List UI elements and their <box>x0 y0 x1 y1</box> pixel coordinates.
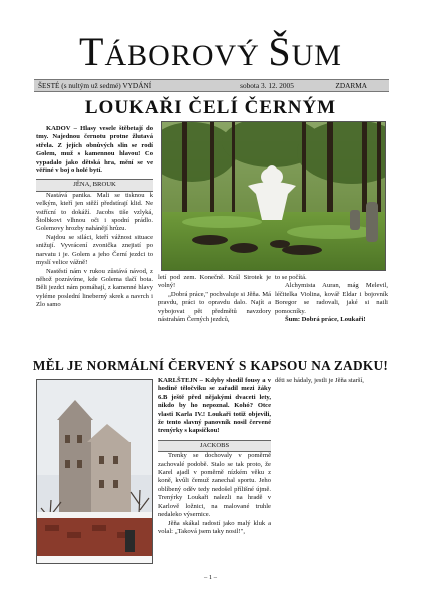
article1-paragraph: Nastěstí nám v rukou zůstává návod, z něhož pozrávíme, kde Golema tlačí bota. Běli jezdci nám pomáhají, z kamenné hlavy vyléme poslední lineberný skrek a navrch i Zlo samo <box>36 267 153 309</box>
article1-paragraph: Nastává panika. Mali se tisknou k velkým, kteří jen stěží předstírají klid. Ne vstřícní to dokáží. Jacobs tiše vzlyká, Štolbkovi vlhnou oči i spodní prádlo. Golemovy hrozby nahánějí hrůzu. <box>36 191 153 233</box>
article1-column2 <box>158 274 271 324</box>
article2-lead: KARLŠTEJN – Kdyby shodil fousy a v hodině těločviku se zařadil mezi žáky 6.B ještě před nějakými dvaceti lety, nikdo by ho nepoznal. Kohó? Otce vlasti Karla IV.! Loukaři totiž objevili, že tento slavný panovník nosil červené trenýrky s kapsičkou! <box>158 377 271 435</box>
article2-column1 <box>158 377 271 536</box>
issue-date: sobota 3. 12. 2005 <box>240 81 294 90</box>
issue-price: ZDARMA <box>335 81 367 90</box>
issue-number: ŠESTÉ (s nultým už sedmé) VYDÁNÍ <box>38 81 152 90</box>
article1-signoff: Šum: Dobrá práce, Loukaři! <box>285 316 366 324</box>
castle-photo <box>36 379 153 564</box>
article1-lead: KADOV – Hlasy vesele štěbetají do tmy. Najednou černotu protne žlutavá střela. Z jejích obnůvých slin se rodí Golem, muž s kamennou hlavou! Co vypadalo jako dětská hra, mění se ve věřiné v boj o holé bytí. <box>36 125 153 175</box>
article1-headline: LOUKAŘI ČELÍ ČERNÝM <box>84 97 337 118</box>
article2-column2 <box>275 377 388 385</box>
forest-scene-photo <box>161 121 386 271</box>
article2-byline: JACKOBS <box>158 440 271 452</box>
masthead-title: TÁBOROVÝ ŠUM <box>79 29 342 74</box>
article2-paragraph: Trenky se dochovaly v poměrně zachovalé podobě. Stalo se tak proto, že Karel ajadl v poměrně nízkém věku z koně, kvůli čemuž zanechal sportu. Jeho oblíbený oděv tedy nedošel přílišné újmě. Trenýrky Loukaři nalezli na hradě v Karlově ložnici, na malované truhle nedaleko výsernice. <box>158 452 271 519</box>
article1-byline: JĚNA, BROUK <box>36 179 153 191</box>
article1-paragraph: letí pod zem. Konečně. Král Sirotek je volný! <box>158 274 271 290</box>
article2-paragraph: děti se hádaly, jestli je Jěňa starší, <box>275 377 364 384</box>
article1-paragraph: to se počítá. <box>275 274 307 281</box>
article2-headline: MĚL JE NORMÁLNÍ ČERVENÝ S KAPSOU NA ZADKU! <box>32 358 389 373</box>
article1-paragraph: Najdou se siláci, kteří vážnost situace snižují. Vyvrácení zvonička znejistí po narvatu i je. Golem a jeho Černí jezdci to myslí velice vážně! <box>36 233 153 267</box>
article1-column1 <box>36 125 153 310</box>
article1-paragraph: Alchymista Auran, mág Melevil, léčitelka Violina, kovář Eldar i bojovník Boregor se radovali, jaké si naili pomocníky. <box>275 282 388 315</box>
article2-paragraph: Jěňa skákal radostí jako malý kluk a volal: „Taková jsem taky nosil!", <box>158 519 271 535</box>
article1-column3 <box>275 274 388 324</box>
page-number: – 1 – <box>204 574 217 581</box>
article1-paragraph: „Dobrá práce," pochvaluje si Jěňa. Má pravdu, práci to opravdu dalo. Najít a vybojovat pět předmětů navzdory nástrahám Černých jezdců, <box>158 290 271 324</box>
issue-info-bar <box>34 79 389 92</box>
